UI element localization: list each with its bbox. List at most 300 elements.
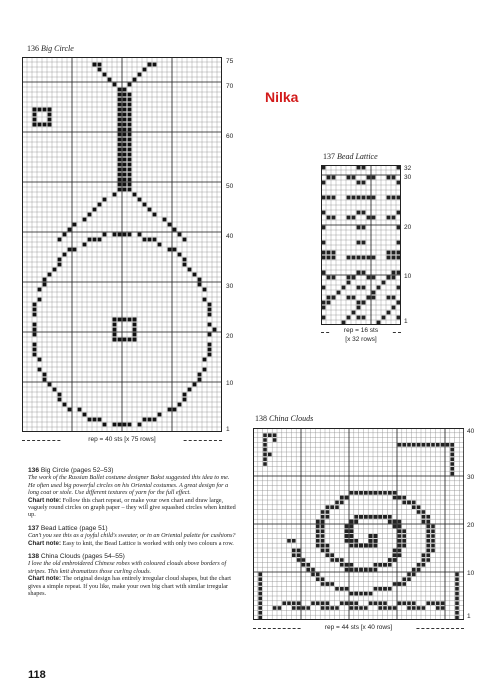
chart-stitch bbox=[158, 413, 162, 417]
chart-stitch bbox=[302, 606, 306, 610]
chart-stitch bbox=[345, 529, 349, 533]
chart-stitch bbox=[128, 183, 132, 187]
chart-stitch bbox=[392, 271, 396, 275]
chart-stitch bbox=[397, 271, 401, 275]
chart-stitch bbox=[340, 501, 344, 505]
chart-stitch bbox=[178, 233, 182, 237]
chart-stitch bbox=[263, 462, 267, 466]
chart-stitch bbox=[268, 433, 272, 437]
chart-stitch bbox=[342, 321, 346, 325]
chart-stitch bbox=[350, 534, 354, 538]
chart-stitch bbox=[397, 226, 401, 230]
chart-stitch bbox=[103, 73, 107, 77]
chart-stitch bbox=[359, 491, 363, 495]
chart-stitch bbox=[398, 601, 402, 605]
chart-stitch bbox=[123, 168, 127, 172]
chart-stitch bbox=[422, 563, 426, 567]
chart-stitch bbox=[133, 333, 137, 337]
chart-stitch bbox=[38, 123, 42, 127]
chart-stitch bbox=[93, 208, 97, 212]
chart-stitch bbox=[43, 278, 47, 282]
chart-stitch bbox=[330, 553, 334, 557]
chart-stitch bbox=[128, 168, 132, 172]
chart-stitch bbox=[352, 216, 356, 220]
chart-stitch bbox=[455, 616, 459, 620]
chart-stitch bbox=[188, 268, 192, 272]
chart-stitch bbox=[38, 368, 42, 372]
chart-stitch bbox=[392, 276, 396, 280]
chart-136-row-1: 1 bbox=[226, 426, 230, 433]
chart-stitch bbox=[273, 606, 277, 610]
chart-stitch bbox=[402, 577, 406, 581]
chart-stitch bbox=[330, 582, 334, 586]
chart-stitch bbox=[455, 592, 459, 596]
chart-stitch bbox=[273, 433, 277, 437]
chart-stitch bbox=[332, 296, 336, 300]
chart-stitch bbox=[412, 505, 416, 509]
note-138-chart-note-label: Chart note: bbox=[28, 575, 61, 583]
chart-stitch bbox=[392, 251, 396, 255]
chart-stitch bbox=[357, 271, 361, 275]
chart-stitch bbox=[369, 601, 373, 605]
chart-stitch bbox=[387, 196, 391, 200]
chart-stitch bbox=[398, 544, 402, 548]
chart-stitch bbox=[297, 549, 301, 553]
chart-stitch bbox=[347, 256, 351, 260]
chart-stitch bbox=[342, 286, 346, 290]
chart-stitch bbox=[63, 253, 67, 257]
chart-stitch bbox=[118, 128, 122, 132]
chart-stitch bbox=[354, 520, 358, 524]
chart-stitch bbox=[128, 173, 132, 177]
chart-stitch bbox=[128, 108, 132, 112]
chart-stitch bbox=[258, 573, 262, 577]
chart-stitch bbox=[98, 63, 102, 67]
chart-stitch bbox=[345, 539, 349, 543]
chart-stitch bbox=[123, 128, 127, 132]
chart-stitch bbox=[326, 549, 330, 553]
chart-stitch bbox=[316, 525, 320, 529]
chart-stitch bbox=[332, 216, 336, 220]
chart-stitch bbox=[183, 263, 187, 267]
chart-stitch bbox=[263, 453, 267, 457]
chart-stitch bbox=[33, 323, 37, 327]
chart-stitch bbox=[450, 457, 454, 461]
chart-stitch bbox=[118, 148, 122, 152]
chart-stitch bbox=[357, 256, 361, 260]
chart-stitch bbox=[374, 587, 378, 591]
chart-stitch bbox=[330, 606, 334, 610]
chart-stitch bbox=[350, 529, 354, 533]
chart-stitch bbox=[450, 448, 454, 452]
chart-stitch bbox=[108, 78, 112, 82]
chart-stitch bbox=[412, 501, 416, 505]
chart-stitch bbox=[431, 534, 435, 538]
note-138 bbox=[28, 553, 238, 597]
chart-stitch bbox=[321, 577, 325, 581]
chart-stitch bbox=[158, 243, 162, 247]
chart-stitch bbox=[374, 534, 378, 538]
chart-stitch bbox=[354, 515, 358, 519]
note-136-chart-note-text: Follow this chart repeat, or make your own chart and draw large, vaguely round circles on graph paper – they will give squashed circles when knitted up. bbox=[28, 496, 236, 519]
chart-stitch bbox=[48, 118, 52, 122]
chart-137-rep-2: [x 32 rows] bbox=[345, 336, 377, 343]
chart-stitch bbox=[412, 568, 416, 572]
chart-136-row-10: 10 bbox=[226, 380, 234, 387]
chart-stitch bbox=[128, 163, 132, 167]
chart-stitch bbox=[455, 582, 459, 586]
chart-stitch bbox=[118, 103, 122, 107]
chart-stitch bbox=[123, 153, 127, 157]
chart-stitch bbox=[402, 601, 406, 605]
chart-stitch bbox=[327, 216, 331, 220]
chart-stitch bbox=[168, 223, 172, 227]
chart-stitch bbox=[364, 491, 368, 495]
chart-stitch bbox=[422, 515, 426, 519]
chart-stitch bbox=[407, 577, 411, 581]
chart-138-row-10: 10 bbox=[467, 570, 475, 577]
chart-stitch bbox=[173, 408, 177, 412]
chart-stitch bbox=[48, 383, 52, 387]
chart-stitch bbox=[372, 196, 376, 200]
chart-stitch bbox=[113, 193, 117, 197]
chart-stitch bbox=[143, 238, 147, 242]
note-138-heading bbox=[28, 553, 238, 560]
chart-stitch bbox=[335, 505, 339, 509]
chart-stitch bbox=[367, 196, 371, 200]
chart-stitch bbox=[133, 193, 137, 197]
chart-stitch bbox=[58, 398, 62, 402]
chart-stitch bbox=[397, 241, 401, 245]
chart-stitch bbox=[128, 178, 132, 182]
chart-stitch bbox=[258, 616, 262, 620]
chart-stitch bbox=[402, 539, 406, 543]
chart-stitch bbox=[412, 573, 416, 577]
note-136-pages: (pages 52–53) bbox=[70, 467, 114, 474]
chart-stitch bbox=[38, 108, 42, 112]
chart-stitch bbox=[98, 203, 102, 207]
note-137-chart-note-text: Easy to knit, the Bead Lattice is worked with only two colours a row. bbox=[62, 539, 234, 547]
chart-stitch bbox=[178, 403, 182, 407]
chart-stitch bbox=[113, 83, 117, 87]
chart-stitch bbox=[392, 296, 396, 300]
chart-stitch bbox=[350, 606, 354, 610]
chart-stitch bbox=[387, 216, 391, 220]
chart-stitch bbox=[258, 587, 262, 591]
chart-stitch bbox=[422, 510, 426, 514]
chart-stitch bbox=[387, 176, 391, 180]
chart-stitch bbox=[436, 443, 440, 447]
note-138-pages: (pages 54–55) bbox=[82, 553, 125, 561]
chart-stitch bbox=[128, 138, 132, 142]
chart-stitch bbox=[426, 443, 430, 447]
chart-stitch bbox=[327, 276, 331, 280]
chart-stitch bbox=[369, 544, 373, 548]
chart-stitch bbox=[352, 256, 356, 260]
chart-stitch bbox=[183, 238, 187, 242]
chart-stitch bbox=[372, 296, 376, 300]
chart-stitch bbox=[322, 301, 326, 305]
chart-stitch bbox=[78, 408, 82, 412]
chart-138-rep: rep = 44 sts [x 40 rows] bbox=[301, 624, 416, 631]
chart-stitch bbox=[148, 208, 152, 212]
chart-stitch bbox=[322, 181, 326, 185]
chart-stitch bbox=[398, 496, 402, 500]
chart-stitch bbox=[292, 549, 296, 553]
chart-stitch bbox=[33, 118, 37, 122]
chart-stitch bbox=[128, 423, 132, 427]
chart-stitch bbox=[33, 313, 37, 317]
chart-stitch bbox=[407, 501, 411, 505]
chart-stitch bbox=[407, 606, 411, 610]
chart-stitch bbox=[68, 228, 72, 232]
chart-stitch bbox=[326, 544, 330, 548]
chart-stitch bbox=[168, 408, 172, 412]
chart-stitch bbox=[311, 601, 315, 605]
chart-stitch bbox=[387, 256, 391, 260]
chart-stitch bbox=[357, 211, 361, 215]
chart-stitch bbox=[374, 539, 378, 543]
chart-stitch bbox=[417, 443, 421, 447]
chart-stitch bbox=[426, 525, 430, 529]
chart-stitch bbox=[118, 118, 122, 122]
chart-stitch bbox=[48, 123, 52, 127]
chart-stitch bbox=[292, 553, 296, 557]
chart-137-row-32: 32 bbox=[404, 165, 412, 172]
chart-stitch bbox=[387, 251, 391, 255]
chart-stitch bbox=[345, 568, 349, 572]
chart-stitch bbox=[322, 271, 326, 275]
chart-stitch bbox=[357, 301, 361, 305]
chart-stitch bbox=[357, 181, 361, 185]
chart-stitch bbox=[297, 558, 301, 562]
chart-stitch bbox=[350, 539, 354, 543]
chart-stitch bbox=[359, 592, 363, 596]
chart-stitch bbox=[357, 241, 361, 245]
chart-stitch bbox=[53, 388, 57, 392]
chart-stitch bbox=[455, 587, 459, 591]
chart-stitch bbox=[362, 316, 366, 320]
chart-137-title bbox=[323, 152, 378, 161]
chart-stitch bbox=[123, 188, 127, 192]
chart-stitch bbox=[93, 63, 97, 67]
chart-138-row-20: 20 bbox=[467, 522, 475, 529]
chart-stitch bbox=[203, 358, 207, 362]
chart-stitch bbox=[388, 558, 392, 562]
chart-138-title bbox=[255, 414, 313, 423]
chart-stitch bbox=[383, 563, 387, 567]
chart-stitch bbox=[123, 178, 127, 182]
page-number: 118 bbox=[28, 669, 46, 681]
chart-stitch bbox=[422, 553, 426, 557]
chart-stitch bbox=[306, 563, 310, 567]
chart-stitch bbox=[88, 238, 92, 242]
chart-stitch bbox=[321, 544, 325, 548]
chart-stitch bbox=[263, 433, 267, 437]
chart-stitch bbox=[123, 113, 127, 117]
chart-stitch bbox=[278, 606, 282, 610]
chart-stitch bbox=[33, 333, 37, 337]
chart-stitch bbox=[123, 338, 127, 342]
chart-stitch bbox=[337, 291, 341, 295]
chart-stitch bbox=[431, 601, 435, 605]
chart-stitch bbox=[208, 353, 212, 357]
chart-stitch bbox=[48, 108, 52, 112]
chart-stitch bbox=[412, 601, 416, 605]
chart-stitch bbox=[352, 311, 356, 315]
chart-stitch bbox=[374, 568, 378, 572]
chart-stitch bbox=[58, 238, 62, 242]
chart-stitch bbox=[352, 276, 356, 280]
chart-stitch bbox=[128, 158, 132, 162]
chart-stitch bbox=[354, 568, 358, 572]
chart-stitch bbox=[354, 592, 358, 596]
chart-stitch bbox=[128, 188, 132, 192]
chart-stitch bbox=[297, 606, 301, 610]
chart-stitch bbox=[441, 443, 445, 447]
chart-stitch bbox=[393, 582, 397, 586]
chart-stitch bbox=[407, 443, 411, 447]
chart-stitch bbox=[208, 348, 212, 352]
chart-stitch bbox=[153, 238, 157, 242]
chart-stitch bbox=[431, 539, 435, 543]
chart-stitch bbox=[407, 573, 411, 577]
chart-stitch bbox=[316, 529, 320, 533]
chart-stitch bbox=[398, 539, 402, 543]
note-138-name: China Clouds bbox=[40, 553, 81, 561]
chart-stitch bbox=[340, 601, 344, 605]
chart-stitch bbox=[73, 223, 77, 227]
chart-stitch bbox=[128, 338, 132, 342]
chart-stitch bbox=[153, 418, 157, 422]
chart-stitch bbox=[347, 281, 351, 285]
chart-stitch bbox=[340, 587, 344, 591]
chart-stitch bbox=[392, 176, 396, 180]
chart-stitch bbox=[335, 606, 339, 610]
chart-stitch bbox=[340, 563, 344, 567]
note-136-name: Big Circle bbox=[40, 467, 70, 474]
chart-136-title-name: Big Circle bbox=[41, 44, 74, 53]
chart-stitch bbox=[397, 196, 401, 200]
chart-stitch bbox=[374, 515, 378, 519]
chart-stitch bbox=[128, 128, 132, 132]
chart-stitch bbox=[441, 606, 445, 610]
chart-stitch bbox=[327, 196, 331, 200]
chart-stitch bbox=[364, 606, 368, 610]
chart-stitch bbox=[332, 176, 336, 180]
chart-stitch bbox=[321, 539, 325, 543]
chart-stitch bbox=[193, 273, 197, 277]
chart-136-grid bbox=[22, 57, 222, 432]
chart-stitch bbox=[113, 323, 117, 327]
chart-stitch bbox=[118, 93, 122, 97]
chart-stitch bbox=[63, 233, 67, 237]
chart-stitch bbox=[388, 491, 392, 495]
chart-stitch bbox=[372, 256, 376, 260]
chart-stitch bbox=[412, 443, 416, 447]
chart-stitch bbox=[143, 418, 147, 422]
chart-stitch bbox=[273, 438, 277, 442]
chart-stitch bbox=[441, 601, 445, 605]
chart-136-row-75: 75 bbox=[226, 58, 234, 65]
chart-stitch bbox=[322, 256, 326, 260]
chart-stitch bbox=[297, 553, 301, 557]
chart-stitch bbox=[321, 515, 325, 519]
note-136-num: 136 bbox=[28, 467, 40, 474]
chart-stitch bbox=[48, 273, 52, 277]
chart-stitch bbox=[123, 158, 127, 162]
chart-stitch bbox=[397, 211, 401, 215]
chart-stitch bbox=[354, 544, 358, 548]
chart-138-title-num: 138 bbox=[255, 414, 267, 423]
chart-stitch bbox=[178, 253, 182, 257]
chart-stitch bbox=[198, 378, 202, 382]
chart-stitch bbox=[354, 601, 358, 605]
chart-stitch bbox=[378, 587, 382, 591]
chart-stitch bbox=[397, 286, 401, 290]
chart-stitch bbox=[330, 505, 334, 509]
chart-stitch bbox=[208, 313, 212, 317]
chart-stitch bbox=[316, 544, 320, 548]
chart-stitch bbox=[450, 472, 454, 476]
chart-stitch bbox=[387, 276, 391, 280]
chart-stitch bbox=[322, 211, 326, 215]
chart-stitch bbox=[431, 529, 435, 533]
chart-137-grid bbox=[321, 165, 401, 325]
chart-stitch bbox=[392, 196, 396, 200]
chart-136-row-40: 40 bbox=[226, 233, 234, 240]
chart-stitch bbox=[322, 166, 326, 170]
chart-stitch bbox=[327, 296, 331, 300]
chart-stitch bbox=[402, 443, 406, 447]
chart-stitch bbox=[383, 601, 387, 605]
chart-136-row-60: 60 bbox=[226, 133, 234, 140]
chart-stitch bbox=[118, 143, 122, 147]
note-137-chart-note bbox=[28, 540, 238, 547]
chart-stitch bbox=[83, 218, 87, 222]
chart-stitch bbox=[88, 213, 92, 217]
chart-stitch bbox=[397, 301, 401, 305]
chart-stitch bbox=[417, 510, 421, 514]
chart-stitch bbox=[38, 288, 42, 292]
chart-stitch bbox=[287, 539, 291, 543]
chart-stitch bbox=[213, 328, 217, 332]
chart-stitch bbox=[402, 544, 406, 548]
chart-137-title-name: Bead Lattice bbox=[337, 152, 378, 161]
chart-stitch bbox=[350, 563, 354, 567]
chart-stitch bbox=[258, 597, 262, 601]
chart-stitch bbox=[369, 515, 373, 519]
chart-stitch bbox=[347, 296, 351, 300]
chart-stitch bbox=[118, 133, 122, 137]
note-136 bbox=[28, 467, 238, 519]
chart-stitch bbox=[455, 577, 459, 581]
chart-stitch bbox=[347, 196, 351, 200]
chart-stitch bbox=[128, 233, 132, 237]
chart-stitch bbox=[332, 256, 336, 260]
chart-stitch bbox=[387, 296, 391, 300]
chart-stitch bbox=[426, 544, 430, 548]
chart-stitch bbox=[258, 582, 262, 586]
chart-stitch bbox=[450, 453, 454, 457]
chart-stitch bbox=[198, 278, 202, 282]
chart-stitch bbox=[369, 491, 373, 495]
note-137-pages: (page 51) bbox=[79, 524, 108, 532]
chart-138-row-40: 40 bbox=[467, 428, 475, 435]
chart-stitch bbox=[38, 358, 42, 362]
chart-stitch bbox=[128, 153, 132, 157]
chart-stitch bbox=[306, 568, 310, 572]
